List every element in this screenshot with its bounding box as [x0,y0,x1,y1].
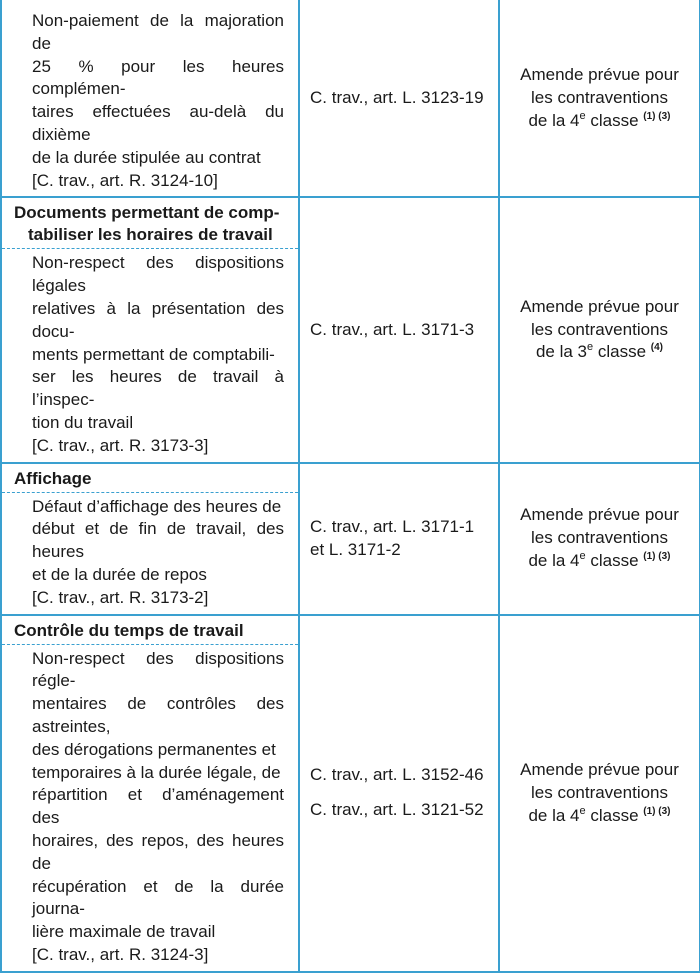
offense-description: Non-respect des dispositions légales relatives à la présentation des docu- ments permettant de comptabili- ser les heures de travail à l’inspec- tion du travail [C. trav., art. R. 3173-3] [2,249,298,461]
penalty-cell: Amende prévue pour les contraventions de la 4e classe $^{(1) (3)}$ [499,615,700,972]
offense-description: Non-respect des dispositions régle- mentaires de contrôles des astreintes, des dérogations permanentes et temporaires à la durée légale, de répartition et d’aménagement des horaires, des repos, des heures de récupération et de la durée journa- lière maximale de travail [C. trav., art. R. 3124-3] [2,645,298,971]
article-reference: C. trav., art. L. 3121-52 [310,800,484,820]
table-row [1,197,700,462]
table-row [1,463,700,615]
offense-description: Défaut d’affichage des heures de début et de fin de travail, des heures et de la durée de repos [C. trav., art. R. 3173-2] [2,493,298,614]
article-reference: C. trav., art. L. 3152-46 [310,765,484,785]
section-heading: Documents permettant de comp- tabiliser les horaires de travail [2,198,298,249]
regulation-reference: [C. trav., art. R. 3173-3] [32,435,209,455]
penalty-cell: Amende prévue pour les contraventions de la 3e classe $^{(4)}$ [499,197,700,462]
offense-cell [1,615,299,972]
section-heading: Affichage [2,464,298,493]
article-reference: et L. 3171-2 [310,539,401,559]
penalty-cell: Amende prévue pour les contraventions de la 4e classe $^{(1) (3)}$ [499,0,700,197]
article-cell [299,615,499,972]
article-reference: C. trav., art. L. 3171-1 [310,516,475,536]
article-cell [299,0,499,197]
table-row [1,615,700,972]
offense-description: Non-paiement de la majoration de 25 % pour les heures complémen- taires effectuées au-delà du dixième de la durée stipulée au contrat [C. trav., art. R. 3124-10] [2,0,298,196]
table-row [1,0,700,197]
article-cell [299,197,499,462]
article-cell [299,463,499,615]
offense-cell [1,197,299,462]
section-heading: Contrôle du temps de travail [2,616,298,645]
footnote-ref: (1) (3) [643,805,671,817]
article-reference: C. trav., art. L. 3171-3 [310,319,475,339]
article-reference: C. trav., art. L. 3123-19 [310,87,484,107]
footnote-ref: (4) [650,342,664,354]
footnote-ref: (1) (3) [643,550,671,562]
offense-cell [1,463,299,615]
regulation-reference: [C. trav., art. R. 3124-3] [32,944,209,964]
offense-cell [1,0,299,197]
regulation-reference: [C. trav., art. R. 3173-2] [32,587,209,607]
penalty-cell: Amende prévue pour les contraventions de la 4e classe $^{(1) (3)}$ [499,463,700,615]
footnote-ref: (1) (3) [643,110,671,122]
regulation-reference: [C. trav., art. R. 3124-10] [32,170,218,190]
